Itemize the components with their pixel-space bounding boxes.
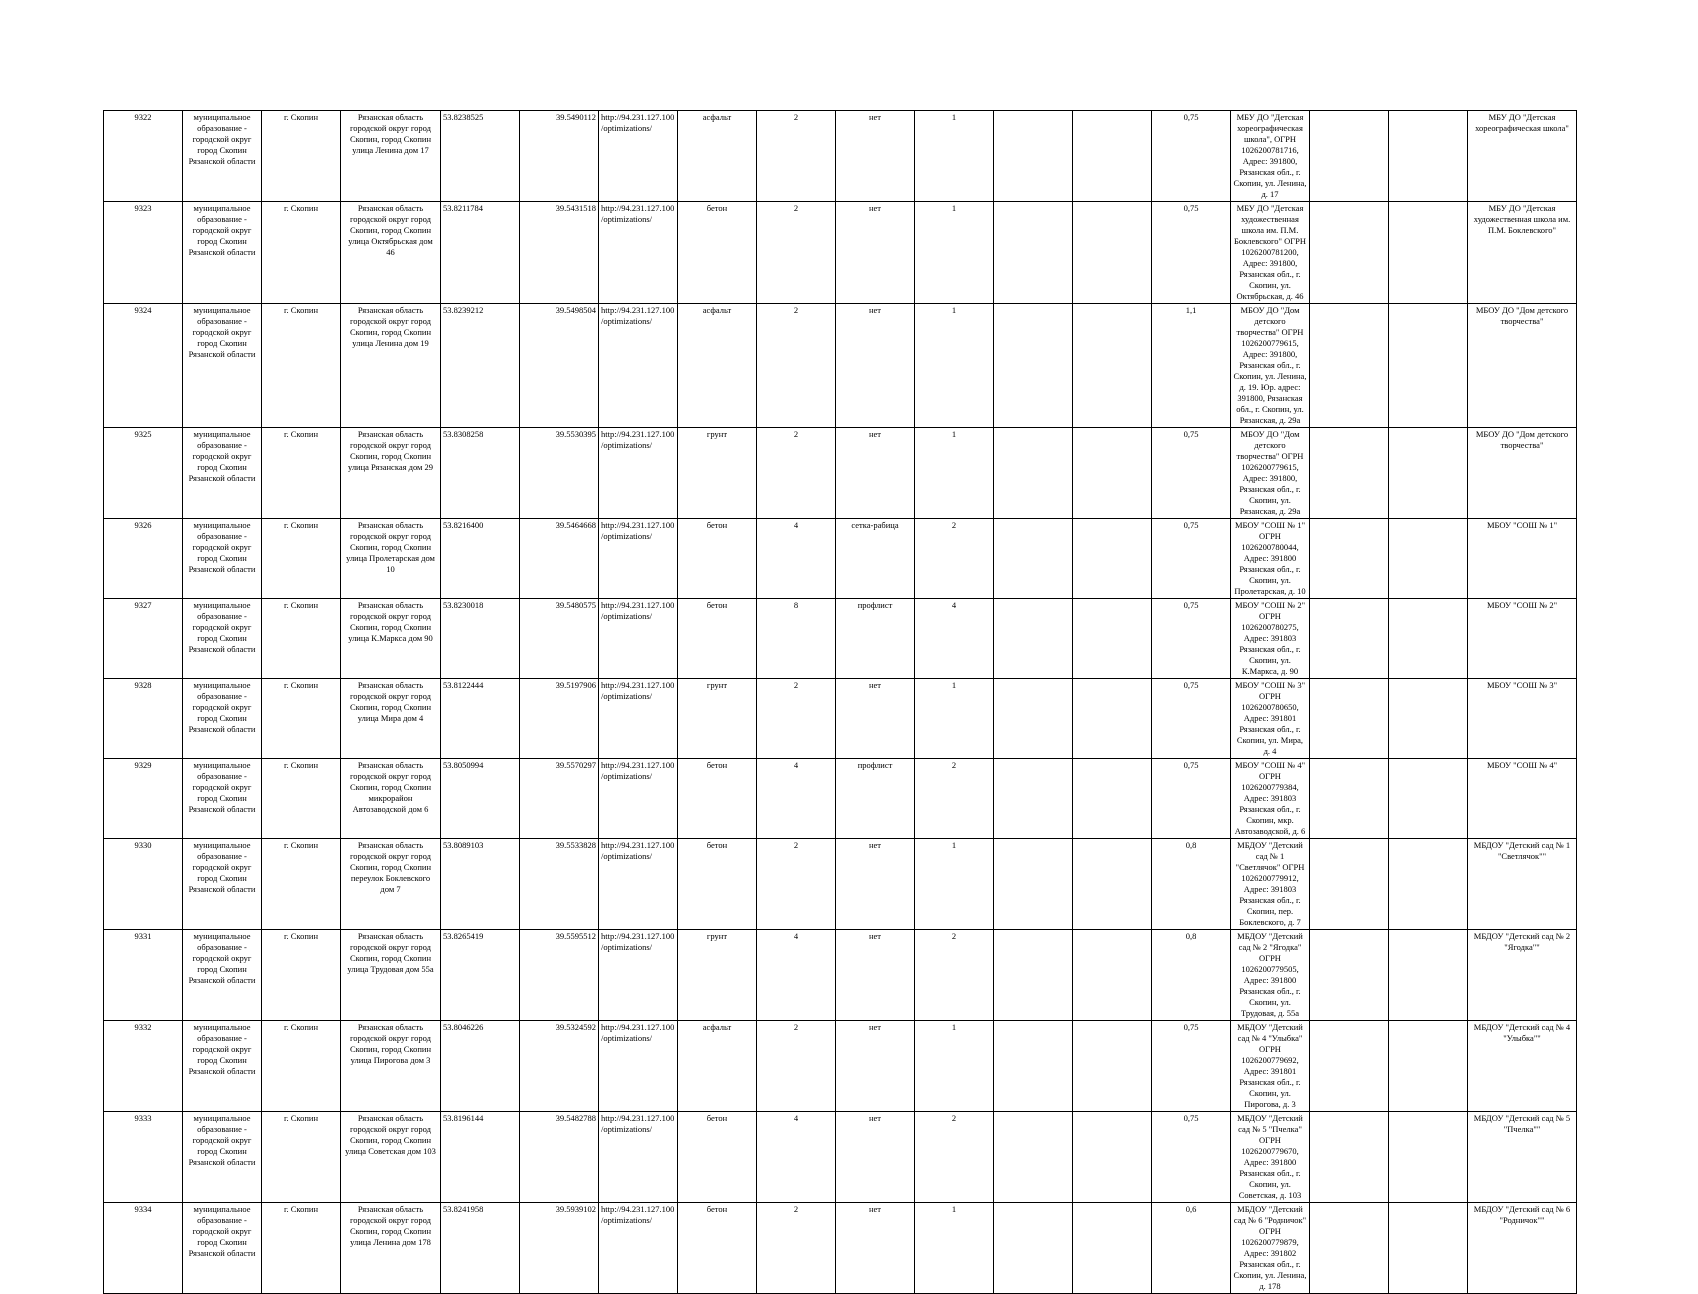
- cell-empty: [1389, 428, 1468, 519]
- cell-surface: бетон: [678, 599, 757, 679]
- cell-volume: 0,75: [1152, 599, 1231, 679]
- cell-owner: МБОУ "СОШ № 3" ОГРН 1026200780650, Адрес: 391801 Рязанская обл., г. Скопин, ул. Мира, д. 4: [1231, 679, 1310, 759]
- cell-fence: нет: [836, 428, 915, 519]
- cell-empty: [1073, 428, 1152, 519]
- cell-volume: 0,6: [1152, 1203, 1231, 1294]
- cell-empty: [1389, 202, 1468, 304]
- cell-count: 1: [915, 202, 994, 304]
- table-row: [104, 599, 1577, 679]
- cell-url: http://94.231.127.100/optimizations/: [599, 599, 678, 679]
- cell-latitude: 53.8089103: [441, 839, 520, 930]
- cell-municipality: муниципальное образование - городской округ город Скопин Рязанской области: [183, 839, 262, 930]
- cell-empty: [1310, 428, 1389, 519]
- cell-empty: [1073, 304, 1152, 428]
- cell-longitude: 39.5595512: [520, 930, 599, 1021]
- cell-id: 9328: [104, 679, 183, 759]
- cell-source: МБДОУ "Детский сад № 2 "Ягодка"": [1468, 930, 1577, 1021]
- cell-municipality: муниципальное образование - городской округ город Скопин Рязанской области: [183, 930, 262, 1021]
- cell-empty: [1310, 519, 1389, 599]
- cell-empty: [1073, 599, 1152, 679]
- cell-source: МБОУ "СОШ № 3": [1468, 679, 1577, 759]
- cell-source: МБДОУ "Детский сад № 5 "Пчелка"": [1468, 1112, 1577, 1203]
- cell-address: Рязанская область городской округ город Скопин, город Скопин улица К.Маркса дом 90: [341, 599, 441, 679]
- cell-url: http://94.231.127.100/optimizations/: [599, 111, 678, 202]
- cell-empty: [994, 304, 1073, 428]
- cell-empty: [1310, 930, 1389, 1021]
- cell-city: г. Скопин: [262, 304, 341, 428]
- cell-fence: нет: [836, 679, 915, 759]
- cell-fence: нет: [836, 839, 915, 930]
- cell-empty: [1389, 1021, 1468, 1112]
- cell-count: 2: [915, 759, 994, 839]
- cell-count: 1: [915, 428, 994, 519]
- cell-surface: бетон: [678, 839, 757, 930]
- cell-surface: асфальт: [678, 111, 757, 202]
- cell-fence: сетка-рабица: [836, 519, 915, 599]
- cell-empty: [1073, 679, 1152, 759]
- cell-owner: МБДОУ "Детский сад № 2 "Ягодка" ОГРН 1026200779505, Адрес: 391800 Рязанская обл., г. Скопин, ул. Трудовая, д. 55а: [1231, 930, 1310, 1021]
- cell-id: 9327: [104, 599, 183, 679]
- cell-volume: 0,8: [1152, 930, 1231, 1021]
- cell-owner: МБОУ ДО "Дом детского творчества" ОГРН 1026200779615, Адрес: 391800, Рязанская обл., г. Скопин, ул. Ленина, д. 19. Юр. адрес: 391800, Рязанская обл., г. Скопин, ул. Рязанская, д. 29а: [1231, 304, 1310, 428]
- cell-empty: [1310, 759, 1389, 839]
- table-row: [104, 679, 1577, 759]
- cell-empty: [1073, 839, 1152, 930]
- cell-volume: 0,75: [1152, 202, 1231, 304]
- cell-fence: нет: [836, 304, 915, 428]
- cell-containers: 4: [757, 930, 836, 1021]
- cell-empty: [994, 679, 1073, 759]
- cell-owner: МБДОУ "Детский сад № 6 "Родничок" ОГРН 1026200779879, Адрес: 391802 Рязанская обл., г. Скопин, ул. Ленина, д. 178: [1231, 1203, 1310, 1294]
- cell-municipality: муниципальное образование - городской округ город Скопин Рязанской области: [183, 304, 262, 428]
- cell-city: г. Скопин: [262, 839, 341, 930]
- cell-empty: [1073, 519, 1152, 599]
- cell-longitude: 39.5570297: [520, 759, 599, 839]
- cell-empty: [1073, 202, 1152, 304]
- cell-count: 2: [915, 930, 994, 1021]
- cell-id: 9323: [104, 202, 183, 304]
- cell-empty: [994, 759, 1073, 839]
- cell-municipality: муниципальное образование - городской округ город Скопин Рязанской области: [183, 111, 262, 202]
- cell-id: 9331: [104, 930, 183, 1021]
- cell-city: г. Скопин: [262, 202, 341, 304]
- cell-source: МБДОУ "Детский сад № 1 "Светлячок"": [1468, 839, 1577, 930]
- cell-url: http://94.231.127.100/optimizations/: [599, 304, 678, 428]
- cell-longitude: 39.5490112: [520, 111, 599, 202]
- cell-count: 1: [915, 304, 994, 428]
- cell-address: Рязанская область городской округ город Скопин, город Скопин улица Ленина дом 178: [341, 1203, 441, 1294]
- cell-fence: нет: [836, 1021, 915, 1112]
- cell-url: http://94.231.127.100/optimizations/: [599, 839, 678, 930]
- cell-empty: [994, 202, 1073, 304]
- cell-id: 9330: [104, 839, 183, 930]
- cell-surface: бетон: [678, 759, 757, 839]
- cell-url: http://94.231.127.100/optimizations/: [599, 1021, 678, 1112]
- cell-source: МБУ ДО "Детская художественная школа им. П.М. Боклевского": [1468, 202, 1577, 304]
- cell-volume: 0,75: [1152, 111, 1231, 202]
- cell-empty: [994, 111, 1073, 202]
- cell-url: http://94.231.127.100/optimizations/: [599, 428, 678, 519]
- table-row: [104, 202, 1577, 304]
- cell-longitude: 39.5464668: [520, 519, 599, 599]
- cell-municipality: муниципальное образование - городской округ город Скопин Рязанской области: [183, 759, 262, 839]
- cell-empty: [1310, 1112, 1389, 1203]
- cell-fence: профлист: [836, 759, 915, 839]
- cell-empty: [994, 839, 1073, 930]
- cell-source: МБДОУ "Детский сад № 4 "Улыбка"": [1468, 1021, 1577, 1112]
- cell-empty: [1310, 1021, 1389, 1112]
- cell-empty: [1310, 839, 1389, 930]
- cell-url: http://94.231.127.100/optimizations/: [599, 519, 678, 599]
- cell-longitude: 39.5197906: [520, 679, 599, 759]
- cell-containers: 2: [757, 304, 836, 428]
- cell-latitude: 53.8196144: [441, 1112, 520, 1203]
- cell-volume: 0,75: [1152, 428, 1231, 519]
- cell-latitude: 53.8211784: [441, 202, 520, 304]
- cell-empty: [1389, 839, 1468, 930]
- cell-owner: МБОУ "СОШ № 4" ОГРН 1026200779384, Адрес: 391803 Рязанская обл., г. Скопин, мкр. Автозаводской, д. 6: [1231, 759, 1310, 839]
- cell-latitude: 53.8239212: [441, 304, 520, 428]
- cell-address: Рязанская область городской округ город Скопин, город Скопин улица Трудовая дом 55а: [341, 930, 441, 1021]
- cell-latitude: 53.8122444: [441, 679, 520, 759]
- cell-count: 1: [915, 1021, 994, 1112]
- cell-empty: [1389, 679, 1468, 759]
- cell-city: г. Скопин: [262, 1021, 341, 1112]
- cell-count: 1: [915, 111, 994, 202]
- cell-count: 1: [915, 679, 994, 759]
- cell-source: МБОУ "СОШ № 2": [1468, 599, 1577, 679]
- cell-surface: бетон: [678, 202, 757, 304]
- cell-city: г. Скопин: [262, 930, 341, 1021]
- cell-fence: профлист: [836, 599, 915, 679]
- cell-owner: МБОУ "СОШ № 2" ОГРН 1026200780275, Адрес: 391803 Рязанская обл., г. Скопин, ул. К.Маркса, д. 90: [1231, 599, 1310, 679]
- cell-volume: 1,1: [1152, 304, 1231, 428]
- cell-city: г. Скопин: [262, 111, 341, 202]
- cell-volume: 0,75: [1152, 679, 1231, 759]
- cell-municipality: муниципальное образование - городской округ город Скопин Рязанской области: [183, 1021, 262, 1112]
- cell-surface: бетон: [678, 1203, 757, 1294]
- cell-municipality: муниципальное образование - городской округ город Скопин Рязанской области: [183, 519, 262, 599]
- cell-longitude: 39.5482788: [520, 1112, 599, 1203]
- cell-municipality: муниципальное образование - городской округ город Скопин Рязанской области: [183, 202, 262, 304]
- cell-containers: 2: [757, 428, 836, 519]
- cell-containers: 2: [757, 1203, 836, 1294]
- table-row: [104, 1203, 1577, 1294]
- table-row: [104, 839, 1577, 930]
- cell-empty: [1389, 930, 1468, 1021]
- cell-empty: [1389, 519, 1468, 599]
- cell-surface: грунт: [678, 428, 757, 519]
- cell-empty: [1073, 930, 1152, 1021]
- cell-address: Рязанская область городской округ город Скопин, город Скопин улица Пирогова дом 3: [341, 1021, 441, 1112]
- cell-city: г. Скопин: [262, 599, 341, 679]
- table-row: [104, 428, 1577, 519]
- cell-source: МБОУ "СОШ № 1": [1468, 519, 1577, 599]
- table-row: [104, 930, 1577, 1021]
- cell-municipality: муниципальное образование - городской округ город Скопин Рязанской области: [183, 599, 262, 679]
- cell-empty: [994, 1112, 1073, 1203]
- cell-containers: 4: [757, 1112, 836, 1203]
- cell-empty: [1310, 304, 1389, 428]
- registry-table: [103, 110, 1577, 1294]
- cell-latitude: 53.8216400: [441, 519, 520, 599]
- cell-latitude: 53.8238525: [441, 111, 520, 202]
- cell-url: http://94.231.127.100/optimizations/: [599, 759, 678, 839]
- cell-count: 2: [915, 1112, 994, 1203]
- cell-address: Рязанская область городской округ город Скопин, город Скопин улица Ленина дом 17: [341, 111, 441, 202]
- cell-latitude: 53.8050994: [441, 759, 520, 839]
- cell-fence: нет: [836, 1203, 915, 1294]
- cell-surface: грунт: [678, 679, 757, 759]
- cell-address: Рязанская область городской округ город Скопин, город Скопин улица Пролетарская дом 10: [341, 519, 441, 599]
- cell-empty: [994, 1203, 1073, 1294]
- cell-city: г. Скопин: [262, 1112, 341, 1203]
- cell-city: г. Скопин: [262, 759, 341, 839]
- cell-latitude: 53.8265419: [441, 930, 520, 1021]
- cell-owner: МБУ ДО "Детская хореографическая школа", ОГРН 1026200781716, Адрес: 391800, Рязанская обл., г. Скопин, ул. Ленина, д. 17: [1231, 111, 1310, 202]
- cell-city: г. Скопин: [262, 1203, 341, 1294]
- table-row: [104, 1112, 1577, 1203]
- cell-source: МБОУ ДО "Дом детского творчества": [1468, 428, 1577, 519]
- cell-url: http://94.231.127.100/optimizations/: [599, 202, 678, 304]
- cell-owner: МБДОУ "Детский сад № 4 "Улыбка" ОГРН 1026200779692, Адрес: 391801 Рязанская обл., г. Скопин, ул. Пирогова, д. 3: [1231, 1021, 1310, 1112]
- cell-fence: нет: [836, 1112, 915, 1203]
- cell-owner: МБОУ ДО "Дом детского творчества" ОГРН 1026200779615, Адрес: 391800, Рязанская обл., г. Скопин, ул. Рязанская, д. 29а: [1231, 428, 1310, 519]
- cell-empty: [1310, 111, 1389, 202]
- cell-surface: асфальт: [678, 304, 757, 428]
- cell-count: 2: [915, 519, 994, 599]
- cell-empty: [1389, 759, 1468, 839]
- cell-volume: 0,75: [1152, 519, 1231, 599]
- cell-id: 9322: [104, 111, 183, 202]
- cell-owner: МБОУ "СОШ № 1" ОГРН 1026200780044, Адрес: 391800 Рязанская обл., г. Скопин, ул. Пролетарская, д. 10: [1231, 519, 1310, 599]
- cell-empty: [1389, 1112, 1468, 1203]
- cell-longitude: 39.5498504: [520, 304, 599, 428]
- cell-fence: нет: [836, 111, 915, 202]
- cell-containers: 2: [757, 839, 836, 930]
- cell-empty: [1310, 1203, 1389, 1294]
- cell-longitude: 39.5431518: [520, 202, 599, 304]
- cell-id: 9326: [104, 519, 183, 599]
- cell-empty: [1310, 202, 1389, 304]
- cell-municipality: муниципальное образование - городской округ город Скопин Рязанской области: [183, 1203, 262, 1294]
- cell-city: г. Скопин: [262, 519, 341, 599]
- cell-fence: нет: [836, 202, 915, 304]
- cell-municipality: муниципальное образование - городской округ город Скопин Рязанской области: [183, 679, 262, 759]
- cell-empty: [1310, 679, 1389, 759]
- table-row: [104, 111, 1577, 202]
- table-row: [104, 759, 1577, 839]
- cell-address: Рязанская область городской округ город Скопин, город Скопин улица Рязанская дом 29: [341, 428, 441, 519]
- cell-source: МБУ ДО "Детская хореографическая школа": [1468, 111, 1577, 202]
- cell-empty: [1073, 1112, 1152, 1203]
- cell-url: http://94.231.127.100/optimizations/: [599, 679, 678, 759]
- cell-containers: 2: [757, 1021, 836, 1112]
- cell-volume: 0,75: [1152, 1112, 1231, 1203]
- cell-surface: бетон: [678, 1112, 757, 1203]
- cell-source: МБОУ ДО "Дом детского творчества": [1468, 304, 1577, 428]
- cell-empty: [1389, 1203, 1468, 1294]
- cell-address: Рязанская область городской округ город Скопин, город Скопин переулок Боклевского дом 7: [341, 839, 441, 930]
- cell-empty: [994, 1021, 1073, 1112]
- cell-id: 9333: [104, 1112, 183, 1203]
- cell-owner: МБДОУ "Детский сад № 1 "Светлячок" ОГРН 1026200779912, Адрес: 391803 Рязанская обл., г. Скопин, пер. Боклевского, д. 7: [1231, 839, 1310, 930]
- cell-empty: [994, 599, 1073, 679]
- cell-source: МБОУ "СОШ № 4": [1468, 759, 1577, 839]
- cell-containers: 4: [757, 519, 836, 599]
- cell-city: г. Скопин: [262, 679, 341, 759]
- cell-count: 4: [915, 599, 994, 679]
- table-row: [104, 519, 1577, 599]
- cell-address: Рязанская область городской округ город Скопин, город Скопин улица Мира дом 4: [341, 679, 441, 759]
- cell-id: 9324: [104, 304, 183, 428]
- cell-address: Рязанская область городской округ город Скопин, город Скопин улица Советская дом 103: [341, 1112, 441, 1203]
- cell-surface: грунт: [678, 930, 757, 1021]
- cell-owner: МБДОУ "Детский сад № 5 "Пчелка" ОГРН 1026200779670, Адрес: 391800 Рязанская обл., г. Скопин, ул. Советская, д. 103: [1231, 1112, 1310, 1203]
- cell-municipality: муниципальное образование - городской округ город Скопин Рязанской области: [183, 428, 262, 519]
- cell-empty: [1389, 599, 1468, 679]
- cell-id: 9334: [104, 1203, 183, 1294]
- cell-address: Рязанская область городской округ город Скопин, город Скопин улица Ленина дом 19: [341, 304, 441, 428]
- cell-volume: 0,8: [1152, 839, 1231, 930]
- cell-longitude: 39.5480575: [520, 599, 599, 679]
- cell-empty: [1310, 599, 1389, 679]
- cell-surface: асфальт: [678, 1021, 757, 1112]
- cell-count: 1: [915, 839, 994, 930]
- cell-surface: бетон: [678, 519, 757, 599]
- cell-containers: 2: [757, 111, 836, 202]
- cell-empty: [1073, 1203, 1152, 1294]
- cell-address: Рязанская область городской округ город Скопин, город Скопин микрорайон Автозаводской дом 6: [341, 759, 441, 839]
- cell-empty: [1073, 1021, 1152, 1112]
- cell-source: МБДОУ "Детский сад № 6 "Родничок"": [1468, 1203, 1577, 1294]
- cell-latitude: 53.8046226: [441, 1021, 520, 1112]
- cell-containers: 4: [757, 759, 836, 839]
- cell-longitude: 39.5939102: [520, 1203, 599, 1294]
- cell-empty: [994, 519, 1073, 599]
- cell-id: 9329: [104, 759, 183, 839]
- cell-volume: 0,75: [1152, 1021, 1231, 1112]
- cell-longitude: 39.5533828: [520, 839, 599, 930]
- cell-address: Рязанская область городской округ город Скопин, город Скопин улица Октябрьская дом 46: [341, 202, 441, 304]
- cell-id: 9325: [104, 428, 183, 519]
- table-row: [104, 1021, 1577, 1112]
- cell-id: 9332: [104, 1021, 183, 1112]
- cell-empty: [994, 428, 1073, 519]
- cell-fence: нет: [836, 930, 915, 1021]
- cell-latitude: 53.8241958: [441, 1203, 520, 1294]
- cell-empty: [994, 930, 1073, 1021]
- cell-url: http://94.231.127.100/optimizations/: [599, 1112, 678, 1203]
- cell-latitude: 53.8308258: [441, 428, 520, 519]
- cell-longitude: 39.5530395: [520, 428, 599, 519]
- table-body: [104, 111, 1577, 1294]
- cell-longitude: 39.5324592: [520, 1021, 599, 1112]
- cell-empty: [1389, 111, 1468, 202]
- cell-volume: 0,75: [1152, 759, 1231, 839]
- cell-empty: [1073, 759, 1152, 839]
- cell-count: 1: [915, 1203, 994, 1294]
- cell-city: г. Скопин: [262, 428, 341, 519]
- cell-url: http://94.231.127.100/optimizations/: [599, 930, 678, 1021]
- cell-owner: МБУ ДО "Детская художественная школа им. П.М. Боклевского" ОГРН 1026200781200, Адрес: 391800, Рязанская обл., г. Скопин, ул. Октябрьская, д. 46: [1231, 202, 1310, 304]
- cell-empty: [1073, 111, 1152, 202]
- cell-containers: 2: [757, 679, 836, 759]
- cell-latitude: 53.8230018: [441, 599, 520, 679]
- cell-url: http://94.231.127.100/optimizations/: [599, 1203, 678, 1294]
- cell-containers: 8: [757, 599, 836, 679]
- table-row: [104, 304, 1577, 428]
- cell-empty: [1389, 304, 1468, 428]
- cell-municipality: муниципальное образование - городской округ город Скопин Рязанской области: [183, 1112, 262, 1203]
- cell-containers: 2: [757, 202, 836, 304]
